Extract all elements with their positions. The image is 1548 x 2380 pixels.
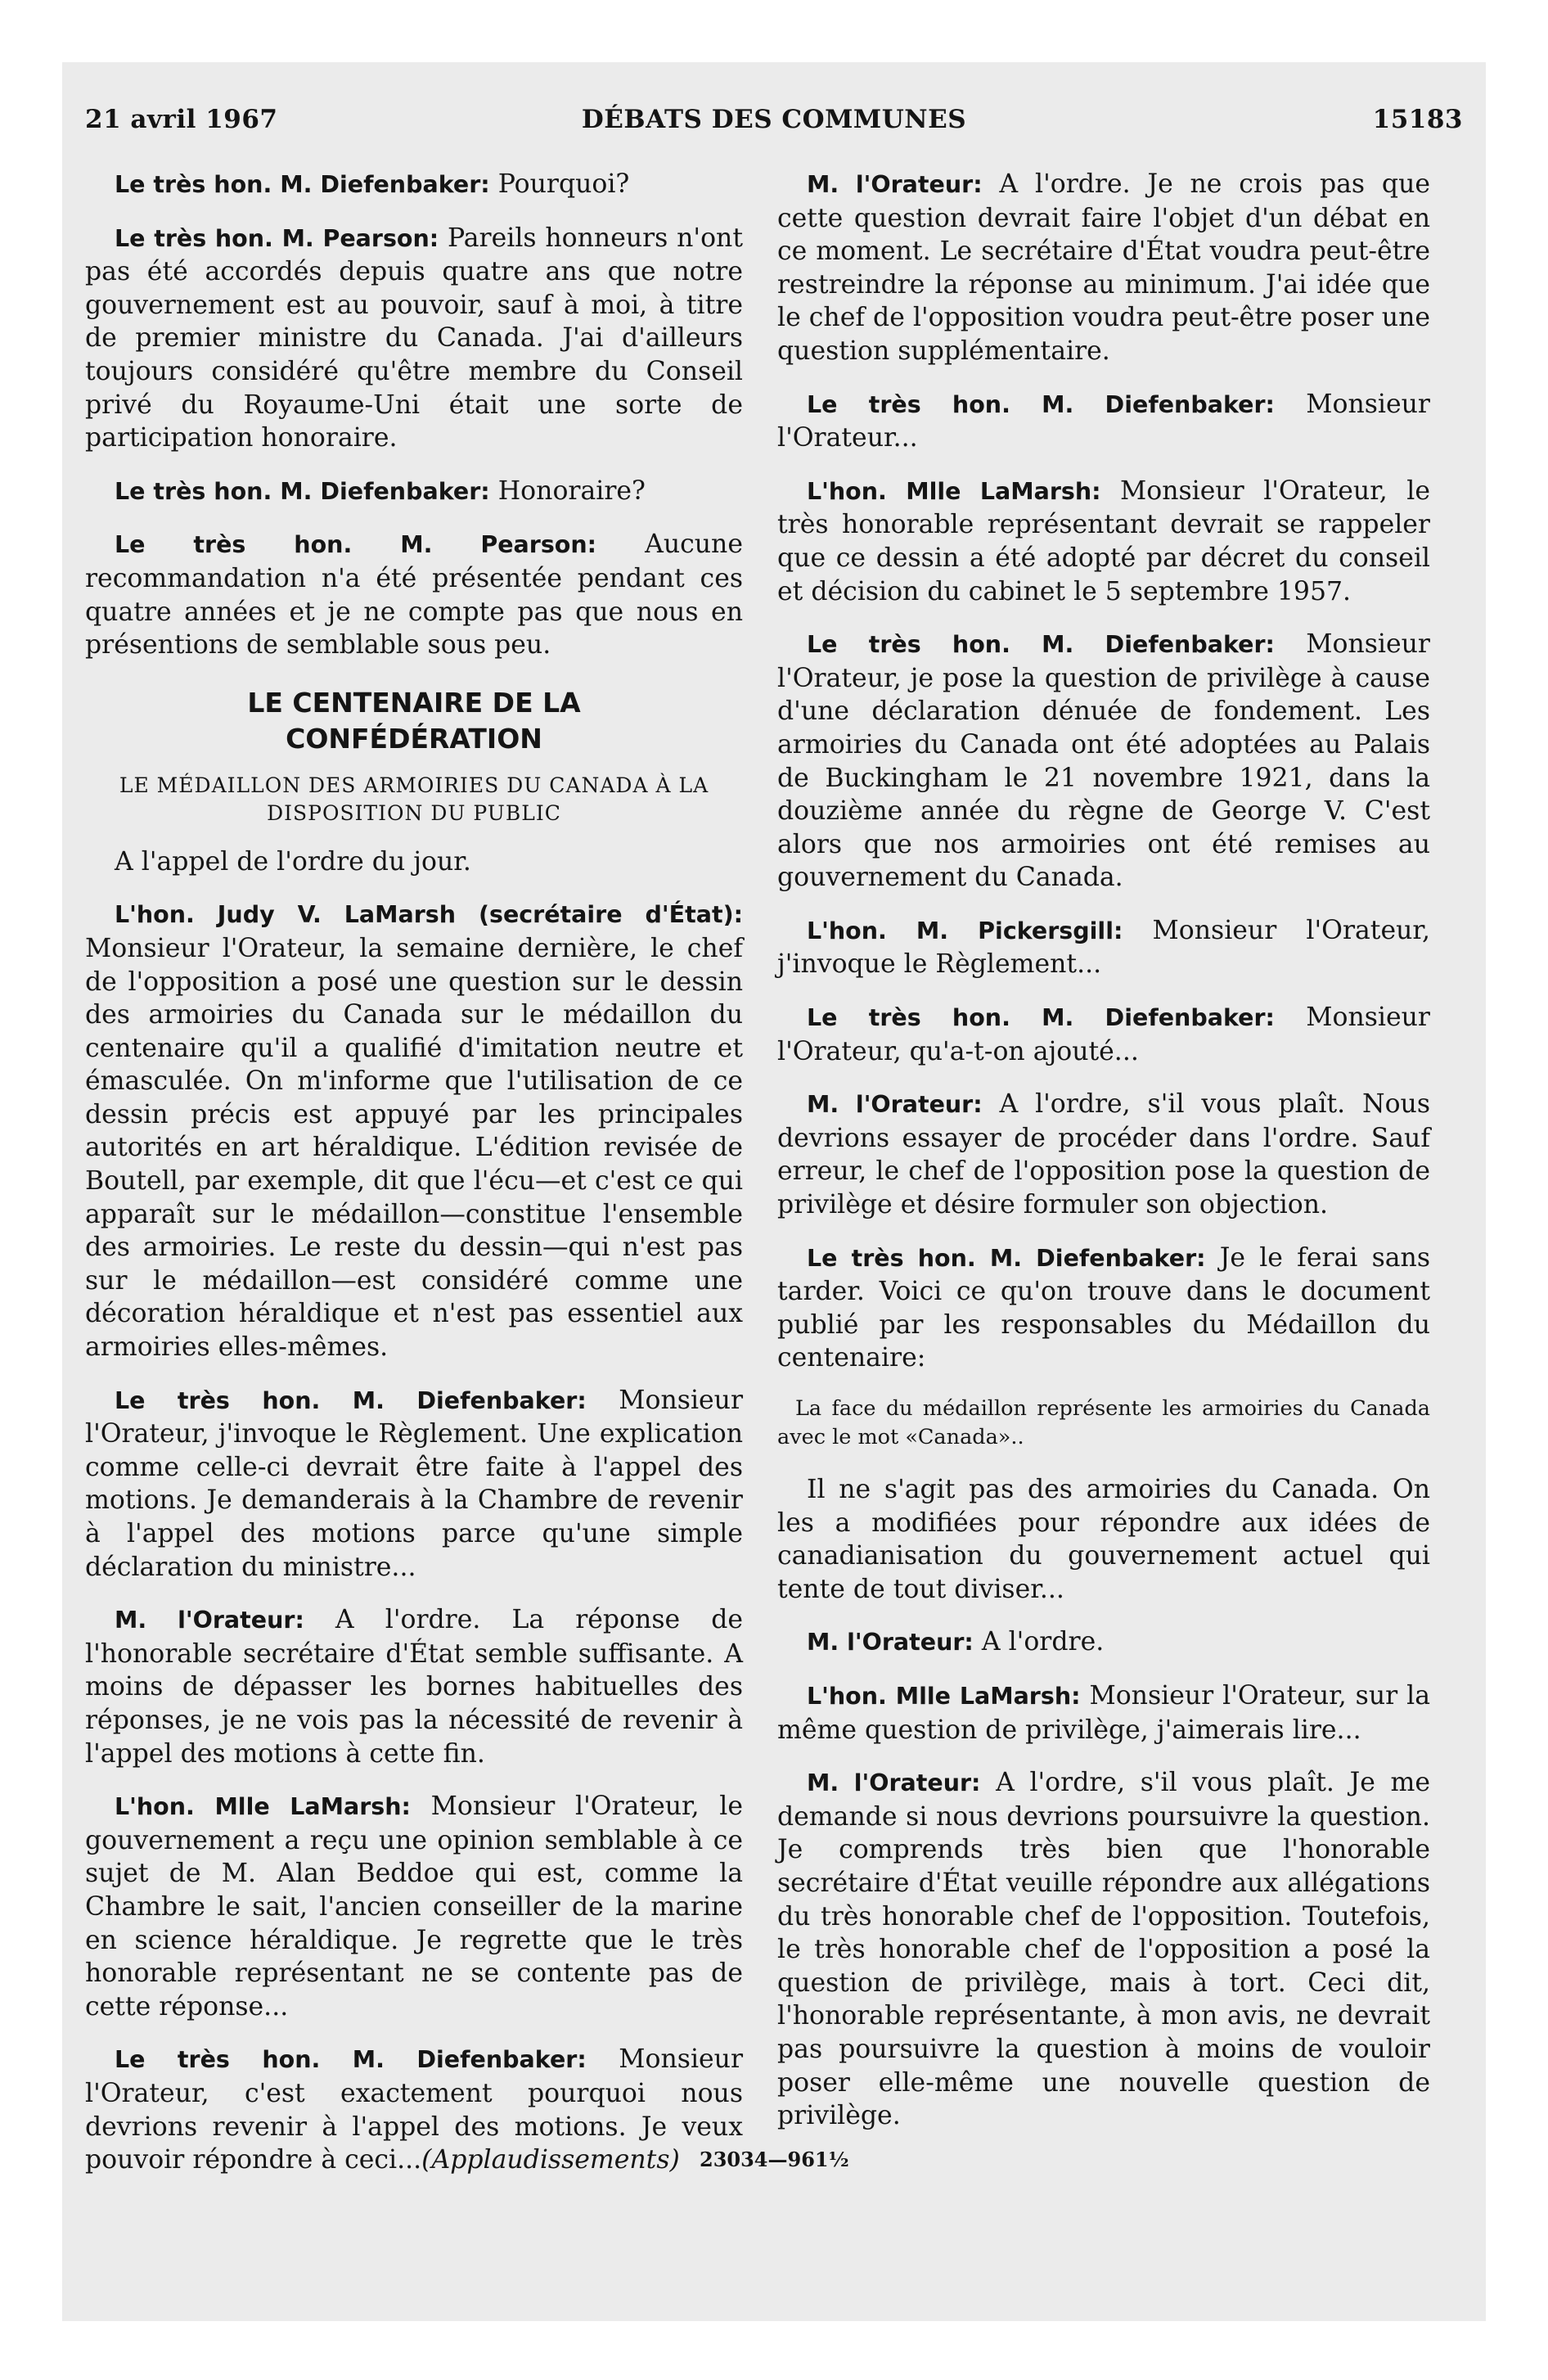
speaker-name: Le très hon. M. Diefenbaker: <box>807 1244 1206 1272</box>
speech-text: Monsieur l'Orateur, le très honorable représentant devrait se rappeler que ce dessin a été adopté par décret du conseil et décision du cabinet le 5 septembre 1957. <box>777 476 1430 606</box>
speaker-name: Le très hon. M. Pearson: <box>115 531 597 559</box>
paragraph <box>85 168 743 202</box>
speech-text: A l'ordre. <box>973 1627 1105 1657</box>
paragraph <box>777 475 1430 608</box>
speech-text: A l'ordre. La réponse de l'honorable secrétaire d'État semble suffisante. A moins de dépasser les bornes habituelles des réponses, je ne vois pas la nécessité de revenir à l'appel des motions à cette fin. <box>85 1605 743 1769</box>
speaker-name: Le très hon. M. Diefenbaker: <box>807 1004 1275 1032</box>
speech-text: A l'appel de l'ordre du jour. <box>115 846 471 877</box>
header-page-number: 15183 <box>1372 105 1463 134</box>
paragraph <box>777 1679 1430 1747</box>
applause-note: (Applaudissements) <box>421 2145 680 2175</box>
header-title: DÉBATS DES COMMUNES <box>581 105 967 134</box>
speech-text: Pourquoi? <box>489 169 630 199</box>
paragraph <box>85 1790 743 2023</box>
paragraph <box>85 898 743 1364</box>
speech-text: Il ne s'agit pas des armoiries du Canada. On les a modifiées pour répondre aux idées de canadianisation du gouvernement actuel qui tente de tout diviser... <box>777 1475 1430 1604</box>
paragraph <box>777 1088 1430 1221</box>
paragraph <box>777 628 1430 895</box>
paragraph <box>777 1766 1430 2133</box>
print-code: 23034—961½ <box>700 2148 849 2171</box>
speech-text: A l'ordre, s'il vous plaît. Je me demande si nous devrions poursuivre la question. Je comprends très bien que l'honorable secrétaire d'État veuille répondre aux allégations du très honorable chef de l'opposition. Toutefois, le très honorable chef de l'opposition a posé la question de privilège, mais à tort. Ceci dit, l'honorable représentante, à mon avis, ne devrait pas poursuivre la question à moins de vouloir poser elle-même une nouvelle question de privilège. <box>777 1768 1430 2131</box>
speech-text: Aucune recommandation n'a été présentée pendant ces quatre années et je ne compte pas que nous en présentions de semblable sous peu. <box>85 530 743 660</box>
speech-text: Monsieur l'Orateur, la semaine dernière, le chef de l'opposition a posé une question sur le dessin des armoiries du Canada sur le médaillon du centenaire qu'il a qualifié d'imitation neutre et émasculée. On m'informe que l'utilisation de ce dessin précis est appuyé par les principales autorités en art héraldique. L'édition revisée de Boutell, par exemple, dit que l'écu—et c'est ce qui apparaît sur le médaillon—constitue l'ensemble des armoiries. Le reste du dessin—qui n'est pas sur le médaillon—est considéré comme une décoration héraldique et n'est pas essentiel aux armoiries elles-mêmes. <box>85 933 743 1363</box>
page-header <box>85 105 1463 146</box>
block-quote: La face du médaillon représente les armoiries du Canada avec le mot «Canada».. <box>777 1396 1430 1449</box>
paragraph <box>85 1384 743 1584</box>
speaker-name: Le très hon. M. Diefenbaker: <box>115 171 490 198</box>
section-heading: LE CENTENAIRE DE LA CONFÉDÉRATION <box>247 686 581 755</box>
speaker-name: M. l'Orateur: <box>807 1769 981 1797</box>
paragraph <box>777 914 1430 981</box>
speech-text: Monsieur l'Orateur, sur la même question de privilège, j'aimerais lire... <box>777 1680 1430 1745</box>
speech-text: Monsieur l'Orateur, j'invoque le Règlement... <box>777 915 1430 980</box>
paragraph <box>85 845 743 879</box>
speech-text: Monsieur l'Orateur, je pose la question de privilège à cause d'une déclaration dénuée de fondement. Les armoiries du Canada ont été adoptées au Palais de Buckingham le 21 novembre 1921, dans la douzième année du règne de George V. C'est alors que nos armoiries ont été remises au gouvernement du Canada. <box>777 629 1430 893</box>
speech-text: Monsieur l'Orateur, c'est exactement pourquoi nous devrions revenir à l'appel des motions. Je veux pouvoir répondre à ceci... <box>85 2044 744 2175</box>
paragraph <box>777 1001 1430 1068</box>
speech-text: A l'ordre. Je ne crois pas que cette question devrait faire l'objet d'un débat en ce moment. Le secrétaire d'État voudra peut-être restreindre la réponse au minimum. J'ai idée que le chef de l'opposition voudra peut-être poser une question supplémentaire. <box>777 169 1430 366</box>
speaker-name: Le très hon. M. Diefenbaker: <box>115 2046 587 2074</box>
left-column <box>85 168 743 2197</box>
paragraph <box>777 1625 1430 1660</box>
speaker-name: M. l'Orateur: <box>807 1629 974 1657</box>
speech-text: Honoraire? <box>489 476 646 506</box>
speech-text: Je le ferai sans tarder. Voici ce qu'on trouve dans le document publié par les responsables du Médaillon du centenaire: <box>777 1242 1430 1373</box>
speaker-name: L'hon. Mlle LaMarsh: <box>807 477 1101 505</box>
header-date: 21 avril 1967 <box>85 105 278 134</box>
speech-text: Monsieur l'Orateur, j'invoque le Règlement. Une explication comme celle-ci devrait être faite à l'appel des motions. Je demanderais à la Chambre de revenir à l'appel des motions parce qu'une simple déclaration du ministre... <box>85 1385 744 1582</box>
paragraph <box>777 1473 1430 1606</box>
speaker-name: Le très hon. M. Diefenbaker: <box>807 631 1275 659</box>
speaker-name: L'hon. Mlle LaMarsh: <box>807 1682 1081 1710</box>
paragraph <box>777 388 1430 455</box>
section-subheading: LE MÉDAILLON DES ARMOIRIES DU CANADA À LA DISPOSITION DU PUBLIC <box>119 773 709 825</box>
speaker-name: M. l'Orateur: <box>115 1607 304 1634</box>
speaker-name: Le très hon. M. Diefenbaker: <box>115 1386 587 1414</box>
speech-text: A l'ordre, s'il vous plaît. Nous devrions essayer de procéder dans l'ordre. Sauf erreur, le chef de l'opposition pose la question de privilège et désire formuler son objection. <box>777 1089 1430 1220</box>
paragraph <box>777 1242 1430 1375</box>
speaker-name: Le très hon. M. Diefenbaker: <box>807 390 1275 418</box>
paragraph <box>85 1603 743 1770</box>
paragraph <box>85 475 743 509</box>
speech-text: Monsieur l'Orateur, le gouvernement a reçu une opinion semblable à ce sujet de M. Alan Beddoe qui est, comme la Chambre le sait, l'ancien conseiller de la marine en science héraldique. Je regrette que le très honorable représentant ne se contente pas de cette réponse... <box>85 1792 743 2022</box>
speaker-name: L'hon. Judy V. LaMarsh (secrétaire d'État): <box>115 901 743 929</box>
speaker-name: Le très hon. M. Diefenbaker: <box>115 477 490 505</box>
speaker-name: L'hon. Mlle LaMarsh: <box>115 1793 411 1821</box>
right-column <box>777 168 1430 2152</box>
paragraph <box>85 222 743 455</box>
speech-text: Monsieur l'Orateur, qu'a-t-on ajouté... <box>777 1003 1430 1066</box>
paragraph <box>777 168 1430 368</box>
speaker-name: M. l'Orateur: <box>807 1091 983 1119</box>
speech-text: Pareils honneurs n'ont pas été accordés depuis quatre ans que notre gouvernement est au pouvoir, sauf à moi, à titre de premier ministre du Canada. J'ai d'ailleurs toujours considéré qu'être membre du Conseil privé du Royaume-Uni était une sorte de participation honoraire. <box>85 223 744 453</box>
speaker-name: L'hon. M. Pickersgill: <box>807 917 1123 944</box>
speech-text: Monsieur l'Orateur... <box>777 389 1430 453</box>
paragraph <box>85 528 743 661</box>
paragraph <box>85 2043 743 2176</box>
speaker-name: M. l'Orateur: <box>807 171 983 198</box>
speaker-name: Le très hon. M. Pearson: <box>115 224 439 252</box>
